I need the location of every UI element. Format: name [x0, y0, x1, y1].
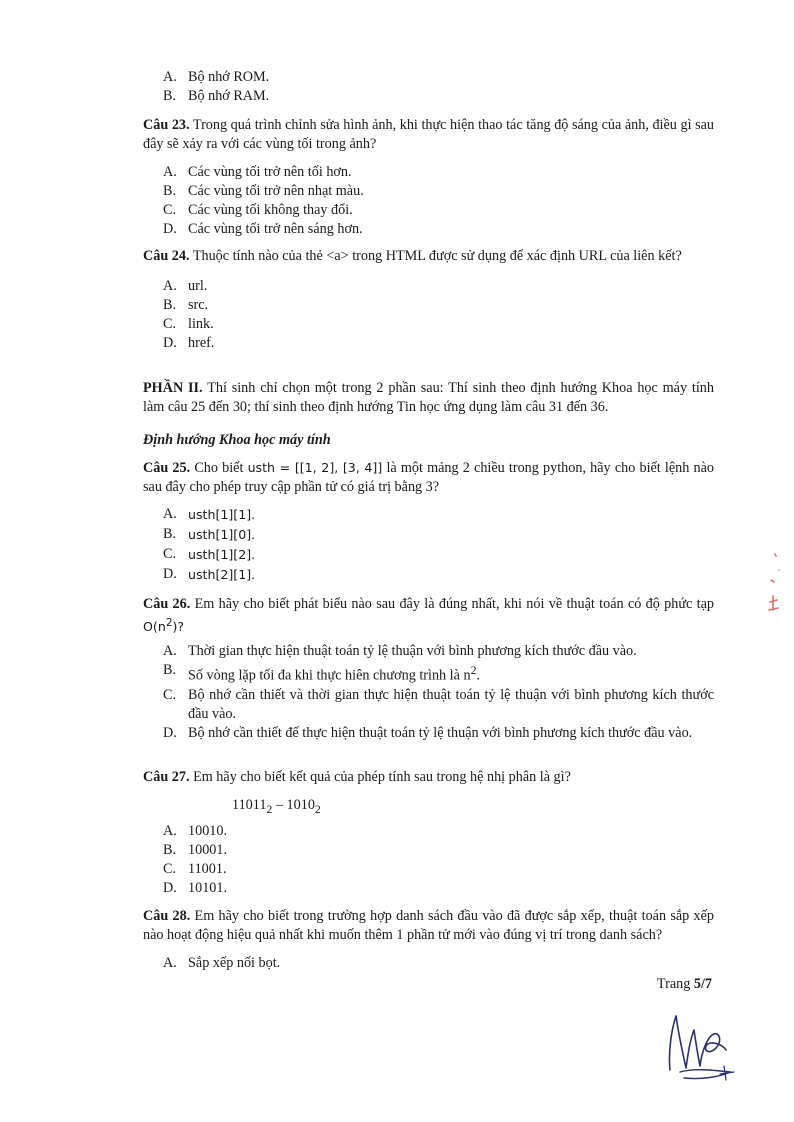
option-c: C. Các vùng tối không thay đổi. — [163, 202, 353, 218]
code-snippet: usth = [[1, 2], [3, 4]] — [247, 460, 383, 475]
option-d: D. Bộ nhớ cần thiết để thực hiện thuật toán tỷ lệ thuận với bình phương kích thước đầu vào. — [163, 724, 693, 741]
question-25-options — [143, 505, 714, 585]
question-24 — [143, 247, 714, 266]
option-a: A. usth[1][1]. — [163, 506, 256, 522]
question-28-options — [143, 954, 714, 973]
question-26-options — [143, 642, 714, 743]
question-text: Em hãy cho biết trong trường hợp danh sách đầu vào đã được sắp xếp, thuật toán sắp xếp nào hoạt động hiệu quả nhất khi muốn thêm 1 phần tử mới vào đúng vị trí trong danh sách? — [143, 908, 715, 943]
option-d: D. Các vùng tối trở nên sáng hơn. — [163, 221, 363, 237]
question-number: Câu 25. — [143, 460, 191, 476]
section-text: Thí sinh chỉ chọn một trong 2 phần sau: Thí sinh theo định hướng Khoa học máy tính làm câu 25 đến 30; thí sinh theo định hướng Tin học ứng dụng làm câu 31 đến 36. — [143, 380, 714, 415]
section-title: PHẦN II. — [143, 380, 203, 396]
signature-icon — [660, 1010, 740, 1088]
question-26 — [143, 595, 714, 637]
option-d: D. 10101. — [163, 880, 228, 896]
option-d: D. usth[2][1]. — [163, 566, 256, 582]
question-number: Câu 27. — [143, 769, 190, 785]
part-2-intro — [143, 379, 714, 417]
option-b: B. Số vòng lặp tối đa khi thực hiên chương trình là $n^2$. — [163, 662, 481, 684]
binary-formula: $11011_2 - 1010_2$ — [232, 797, 321, 816]
question-number: Câu 24. — [143, 248, 190, 264]
option-a: A. Sắp xếp nổi bọt. — [163, 955, 281, 971]
question-number: Câu 28. — [143, 908, 191, 924]
question-number: Câu 26. — [143, 596, 191, 612]
question-23 — [143, 116, 714, 154]
question-27 — [143, 768, 714, 787]
question-number: Câu 23. — [143, 117, 190, 133]
question-27-options — [143, 822, 714, 898]
question-text: Trong quá trình chỉnh sửa hình ảnh, khi thực hiện thao tác tăng độ sáng của ảnh, điều gì sau đây sẽ xảy ra với các vùng tối trong ảnh? — [143, 117, 715, 152]
option-c: C. 11001. — [163, 861, 227, 877]
question-text: Em hãy cho biết kết quả của phép tính sau trong hệ nhị phân là gì? — [193, 769, 571, 785]
question-28 — [143, 907, 714, 945]
option-c: C. link. — [163, 316, 214, 332]
page-number: Trang 5/7 — [656, 976, 712, 992]
question-text: Em hãy cho biết phát biểu nào sau đây là đúng nhất, khi nói về thuật toán có độ phức tạp — [194, 596, 715, 612]
option-b: B. src. — [163, 297, 209, 313]
option-a: A. 10010. — [163, 823, 228, 839]
option-c: C. usth[1][2]. — [163, 546, 256, 562]
option-b: B. 10001. — [163, 842, 228, 858]
complexity: $O(n^2)$? — [143, 617, 185, 635]
option-a: A. Các vùng tối trở nên tối hơn. — [163, 164, 352, 180]
question-text: Thuộc tính nào của thẻ <a> trong HTML được sử dụng để xác định URL của liên kết? — [192, 248, 682, 264]
stamp-mark-icon — [763, 540, 787, 640]
option-b: B. usth[1][0]. — [163, 526, 256, 542]
option-b: B. Các vùng tối trở nên nhạt màu. — [163, 183, 364, 199]
question-24-options — [143, 277, 714, 353]
option-a: A. Bộ nhớ ROM. — [163, 69, 270, 85]
option-a: A. url. — [163, 278, 208, 294]
subheading: Định hướng Khoa học máy tính — [143, 432, 331, 448]
pre-options — [143, 68, 714, 106]
question-25: Câu 25. Cho biết usth = [[1, 2], [3, 4]] là một mảng 2 chiều trong python, hãy cho biết lệnh nào sau đây cho phép truy cập phần tử có giá trị bằng 3? — [143, 460, 714, 495]
option-a: A. Thời gian thực hiện thuật toán tỷ lệ thuận với bình phương kích thước đầu vào. — [163, 643, 637, 659]
option-d: D. href. — [163, 335, 215, 351]
question-23-options — [143, 163, 714, 239]
option-c: C. Bộ nhớ cần thiết và thời gian thực hiện thuật toán tỷ lệ thuận với bình phương kích thước đầu vào. — [163, 686, 714, 722]
option-b: B. Bộ nhớ RAM. — [163, 88, 270, 104]
